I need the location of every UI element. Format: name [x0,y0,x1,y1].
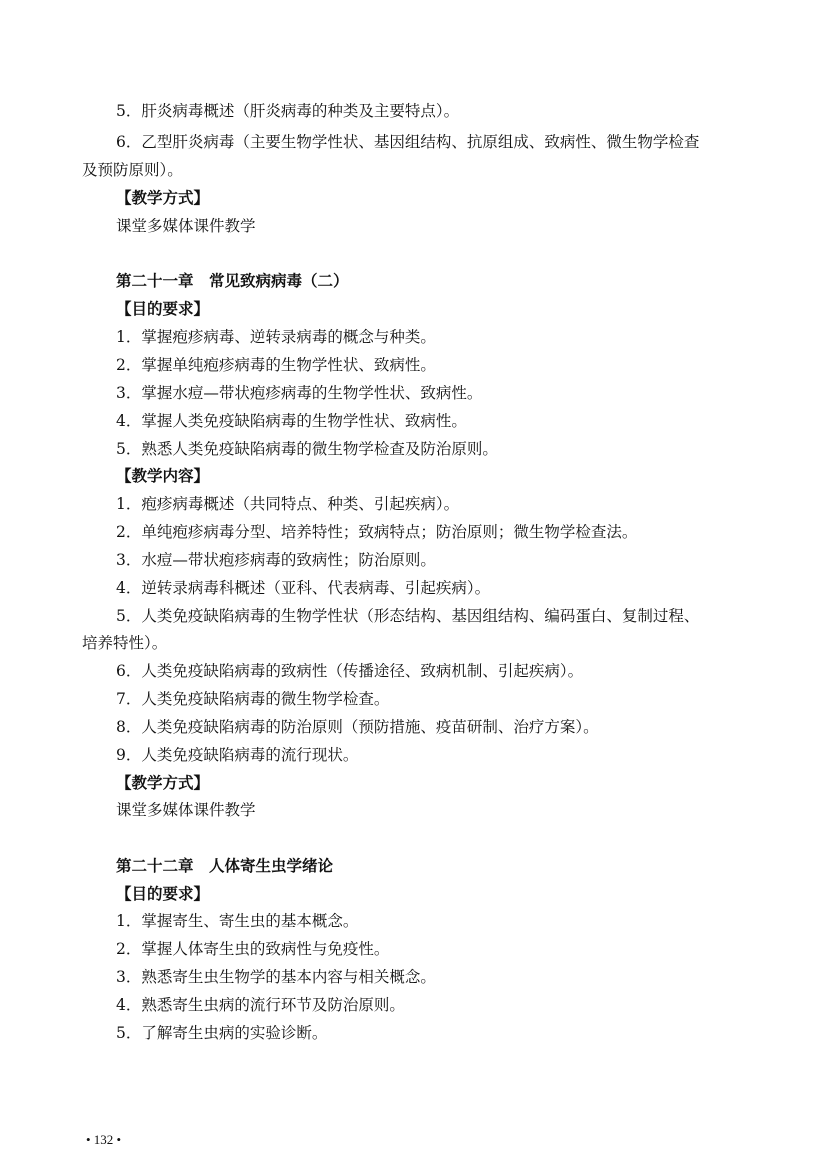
text-line: 1．掌握疱疹病毒、逆转录病毒的概念与种类。 [116,328,436,346]
text-line: 1．掌握寄生、寄生虫的基本概念。 [116,912,359,930]
text-line: 1．疱疹病毒概述（共同特点、种类、引起疾病）。 [116,495,460,513]
text-line: 课堂多媒体课件教学 [116,217,256,235]
text-line: 5．人类免疫缺陷病毒的生物学性状（形态结构、基因组结构、编码蛋白、复制过程、 [116,607,700,625]
text-line: 9．人类免疫缺陷病毒的流行现状。 [116,746,359,764]
section-heading: 【目的要求】 [116,300,210,318]
text-line: 5．熟悉人类免疫缺陷病毒的微生物学检查及防治原则。 [116,440,498,458]
text-line: 3．掌握水痘—带状疱疹病毒的生物学性状、致病性。 [116,384,483,402]
section-heading: 第二十二章 人体寄生虫学绪论 [116,857,334,875]
section-heading: 【教学内容】 [116,467,210,485]
text-line: 4．逆转录病毒科概述（亚科、代表病毒、引起疾病）。 [116,579,491,597]
page-number: • 132 • [86,1132,122,1147]
text-line: 3．熟悉寄生虫生物学的基本内容与相关概念。 [116,968,436,986]
text-line: 培养特性）。 [82,634,168,652]
text-line: 5．肝炎病毒概述（肝炎病毒的种类及主要特点）。 [116,102,460,120]
text-line: 3．水痘—带状疱疹病毒的致病性；防治原则。 [116,551,436,569]
section-heading: 第二十一章 常见致病病毒（二） [116,272,349,290]
section-heading: 【目的要求】 [116,885,210,903]
text-line: 5．了解寄生虫病的实验诊断。 [116,1024,328,1042]
text-line: 及预防原则）。 [82,161,183,179]
text-line: 2．单纯疱疹病毒分型、培养特性；致病特点；防治原则；微生物学检查法。 [116,523,638,541]
section-heading: 【教学方式】 [116,774,210,792]
text-line: 4．掌握人类免疫缺陷病毒的生物学性状、致病性。 [116,412,467,430]
section-heading: 【教学方式】 [116,189,210,207]
text-line: 2．掌握单纯疱疹病毒的生物学性状、致病性。 [116,356,436,374]
text-line: 6．人类免疫缺陷病毒的致病性（传播途径、致病机制、引起疾病）。 [116,662,584,680]
text-line: 课堂多媒体课件教学 [116,801,256,819]
text-line: 2．掌握人体寄生虫的致病性与免疫性。 [116,940,390,958]
text-line: 4．熟悉寄生虫病的流行环节及防治原则。 [116,996,405,1014]
text-line: 8．人类免疫缺陷病毒的防治原则（预防措施、疫苗研制、治疗方案）。 [116,718,599,736]
text-line: 6．乙型肝炎病毒（主要生物学性状、基因组结构、抗原组成、致病性、微生物学检查 [116,133,700,151]
text-line: 7．人类免疫缺陷病毒的微生物学检查。 [116,690,390,708]
